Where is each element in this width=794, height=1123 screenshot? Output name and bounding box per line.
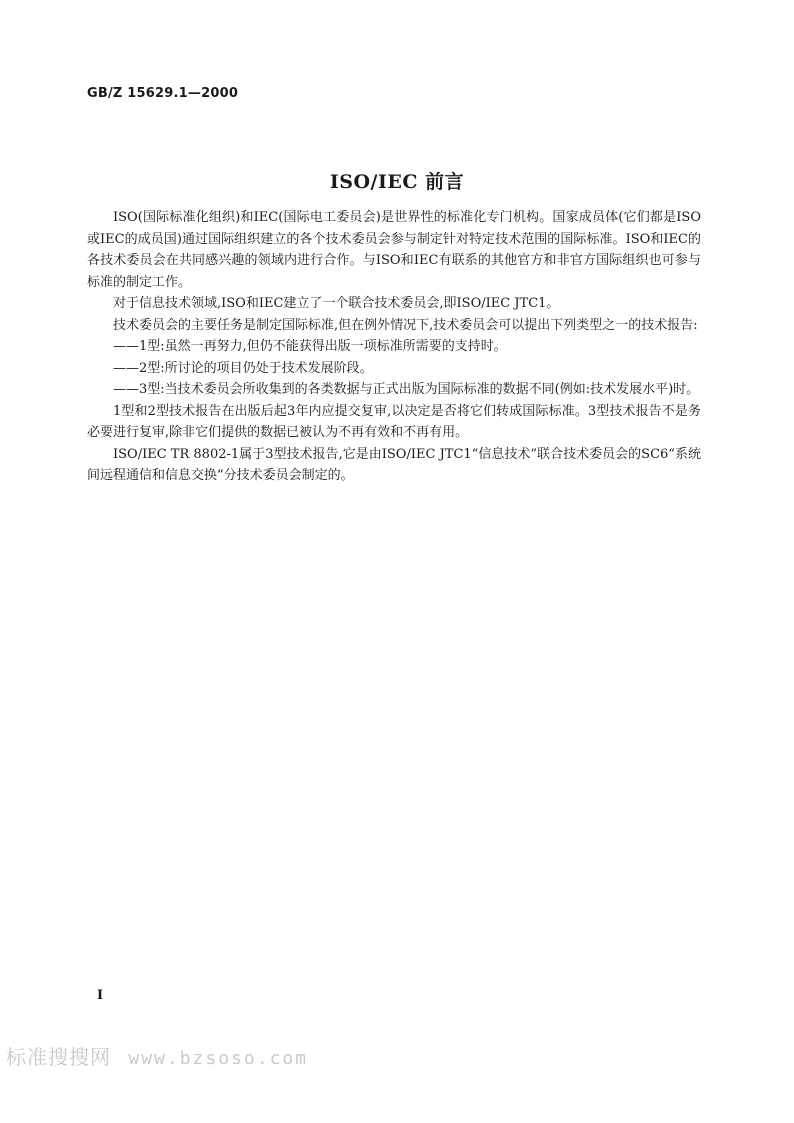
page-number: I xyxy=(97,988,104,1003)
paragraph-intro: ISO(国际标准化组织)和IEC(国际电工委员会)是世界性的标准化专门机构。国家成员体(它们都是ISO或IEC的成员国)通过国际组织建立的各个技术委员会参与制定针对特定技术范围的国际标准。ISO和IEC的各技术委员会在共同感兴趣的领域内进行合作。与ISO和IEC有联系的其他官方和非官方国际组织也可参与标准的制定工作。 xyxy=(87,210,701,290)
paragraph-technical-reports: 技术委员会的主要任务是制定国际标准,但在例外情况下,技术委员会可以提出下列类型之一的技术报告: xyxy=(113,317,698,333)
list-item-type-2: ——2型:所讨论的项目仍处于技术发展阶段。 xyxy=(113,360,373,376)
list-item-type-3: ——3型:当技术委员会所收集到的各类数据与正式出版为国际标准的数据不同(例如:技术发展水平)时。 xyxy=(113,382,700,397)
document-body xyxy=(87,207,701,487)
paragraph-origin: ISO/IEC TR 8802-1属于3型技术报告,它是由ISO/IEC JTC1“信息技术”联合技术委员会的SC6“系统间远程通信和信息交换”分技术委员会制定的。 xyxy=(87,446,701,483)
list-item-type-1: ——1型:虽然一再努力,但仍不能获得出版一项标准所需要的支持时。 xyxy=(113,339,507,354)
watermark-site-name: 标准搜搜网 xyxy=(6,1045,111,1069)
standard-code: GB/Z 15629.1—2000 xyxy=(87,86,239,101)
page-title: ISO/IEC 前言 xyxy=(329,171,465,193)
paragraph-review: 1型和2型技术报告在出版后起3年内应提交复审,以决定是否将它们转成国际标准。3型技术报告不是务必要进行复审,除非它们提供的数据已被认为不再有效和不再有用。 xyxy=(87,403,701,440)
paragraph-jtc1: 对于信息技术领域,ISO和IEC建立了一个联合技术委员会,即ISO/IEC JTC1。 xyxy=(113,296,560,311)
watermark-url: www.bzsoso.com xyxy=(128,1048,309,1069)
watermark xyxy=(6,1041,308,1070)
